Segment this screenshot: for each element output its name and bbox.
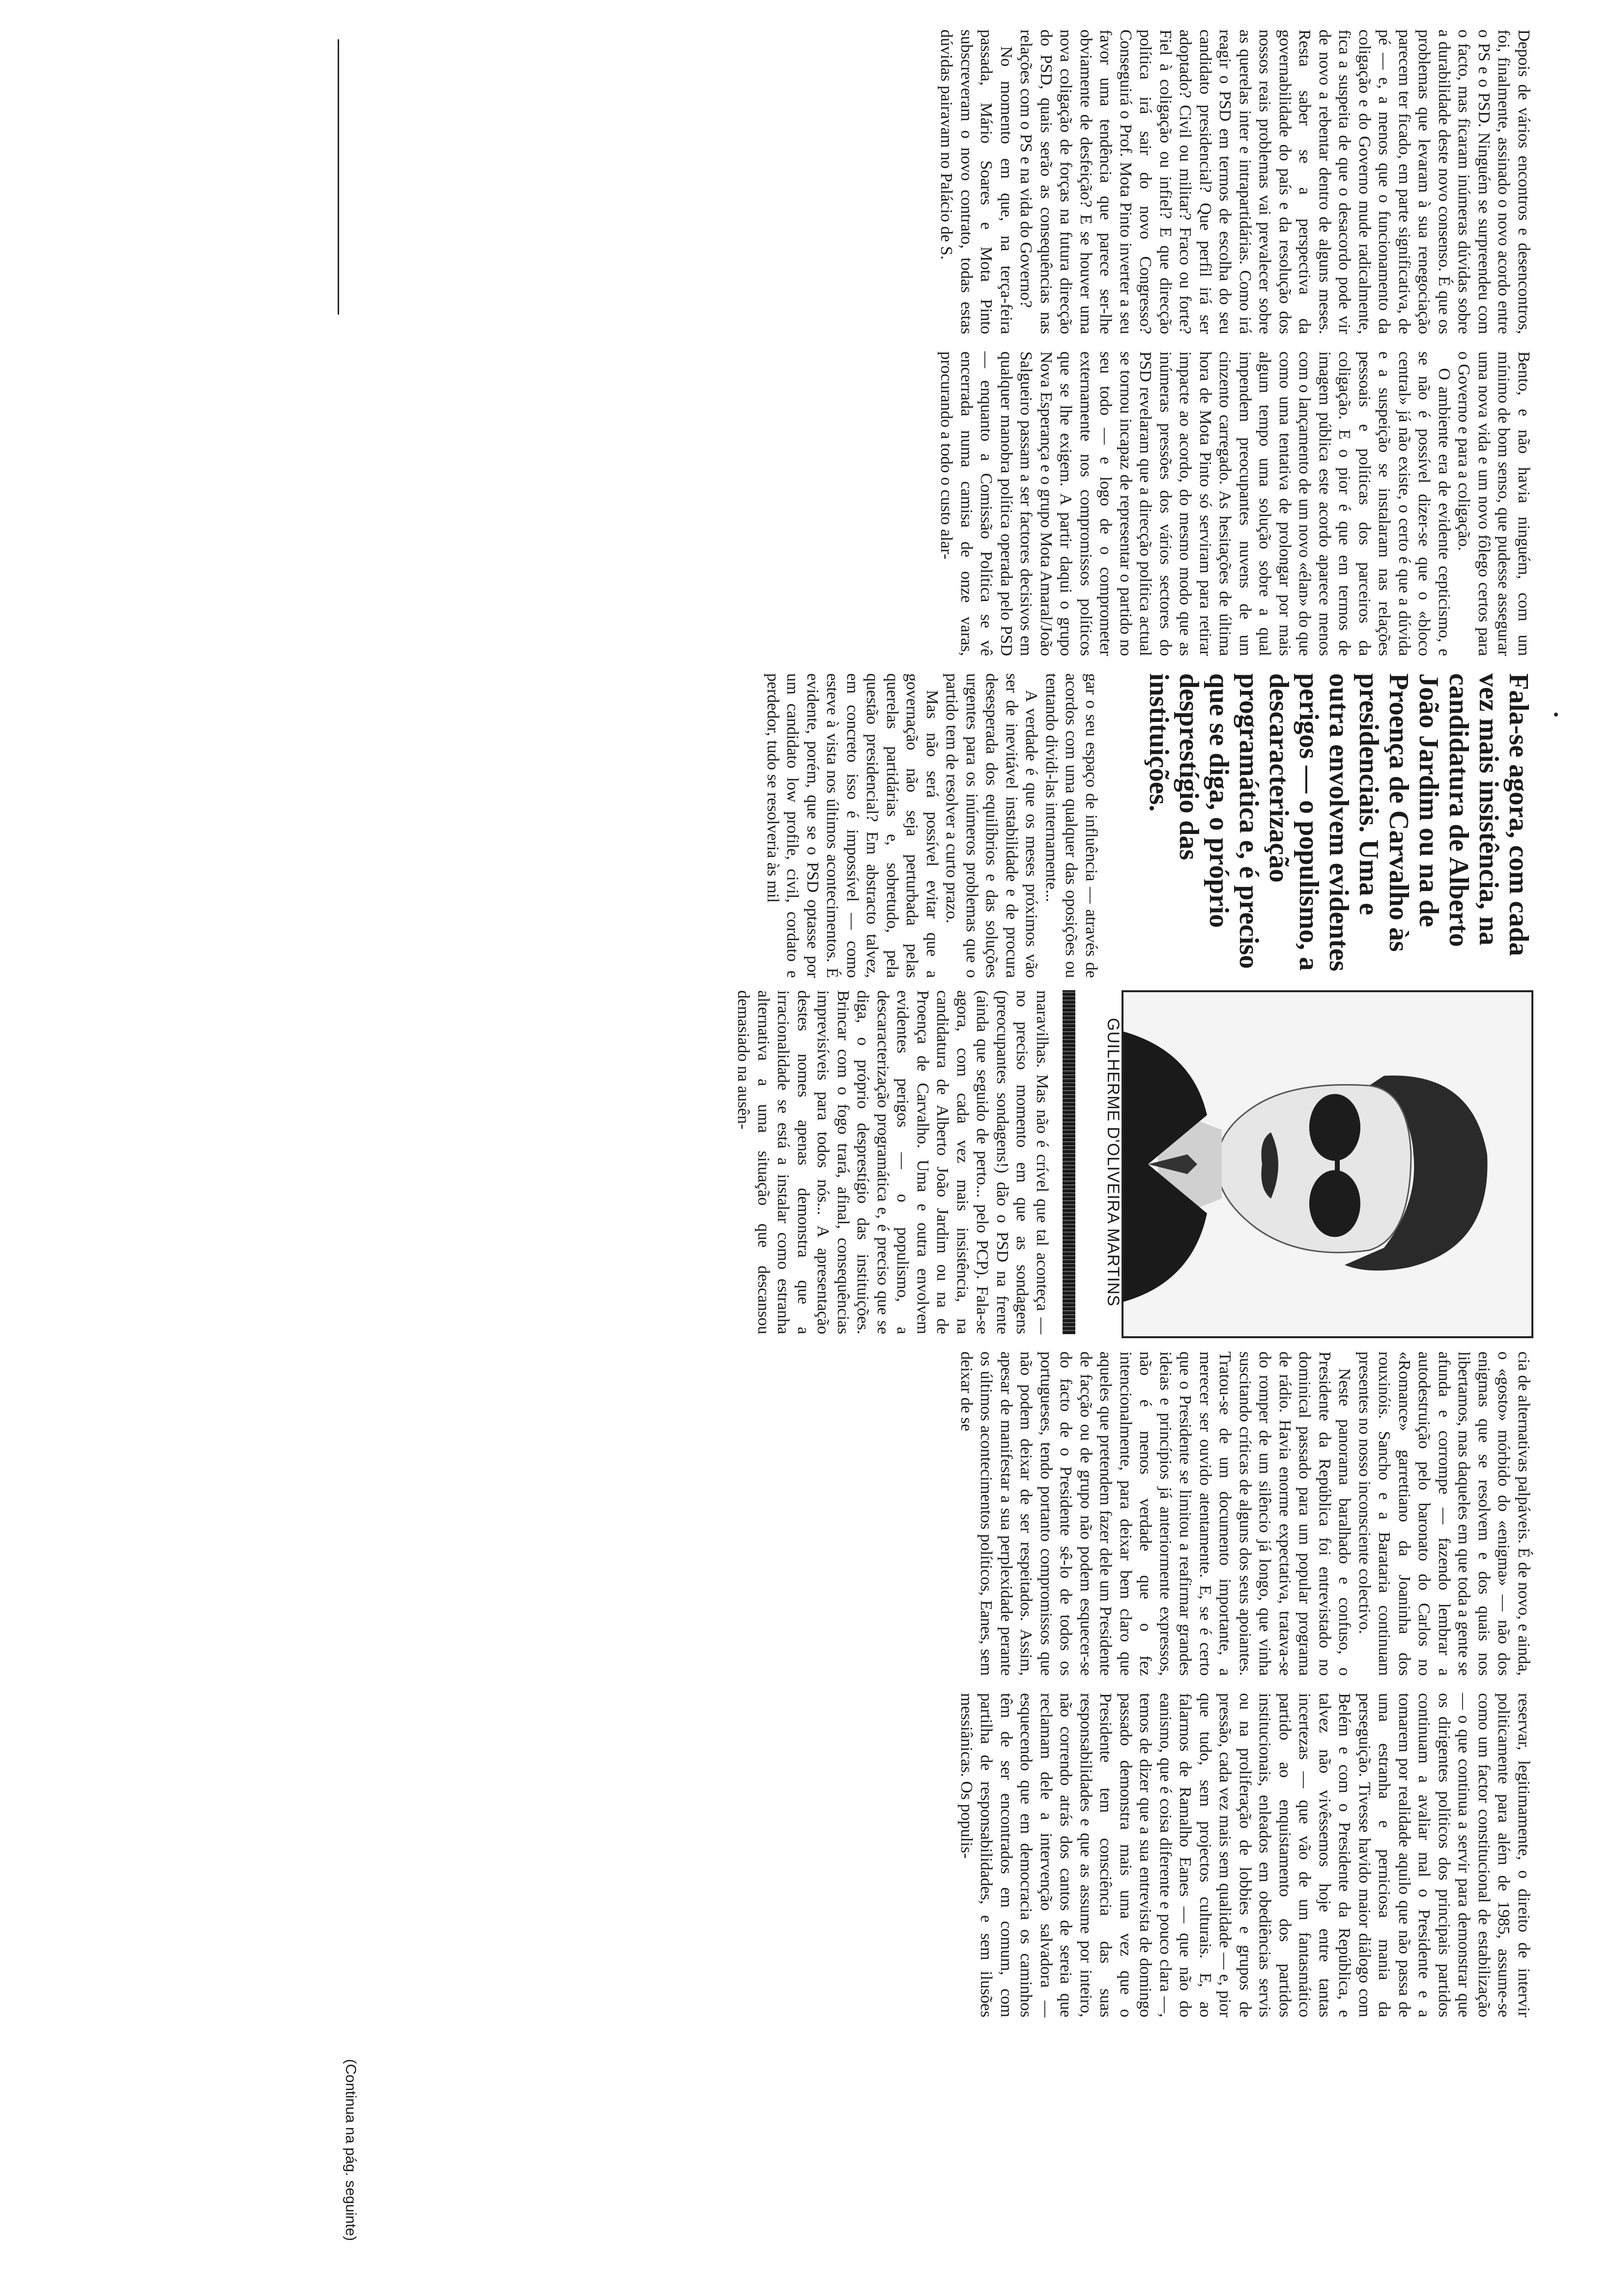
column-end-rule <box>338 39 339 315</box>
author-portrait-icon <box>1123 992 1531 1336</box>
column-1 <box>364 29 1533 334</box>
paragraph: cia de alternativas palpáveis. É de novo, e ainda, o «gosto» mórbido do «enigma» — não dos enigmas que se resolvem e dos quais nos libertamos, mas daqueles em que toda a gente se afunda e corrompe — fazendo lembrar a autodestruição pelo baronato do Carlos no «Romance» garrettiano da Joaninha dos rouxinóis. Sancho e a Barataria continuam presentes no nosso inconsciente colectivo. <box>1355 1351 1533 1676</box>
author-photo <box>1122 990 1533 1338</box>
column-3 <box>364 673 1101 978</box>
paragraph: No momento em que, na terça-feira passada, Mário Soares e Mota Pinto subscreveram o novo contrato, todas estas dúvidas pairavam no Palácio de S. <box>937 29 1015 334</box>
print-speck <box>1554 713 1558 717</box>
caption-divider <box>1063 990 1075 1334</box>
paragraph: Mas não será possível evitar que a governação não seja perturbada pelas querelas partidárias e, sobretudo, pela questão presidencial? Em abstracto talvez, em concreto isso é impossível — como esteve à vista nos últimos acontecimentos. É evidente, porém, que se o PSD optasse por um candidato low profile, civil, cordato e perdedor, tudo se resolveria às mil <box>764 673 941 978</box>
continuation-note: (Continua na pág. seguinte) <box>343 2059 359 2241</box>
column-5 <box>364 1351 1533 1676</box>
paragraph: gar o seu espaço de influência — através de acordos com uma qualquer das oposições ou tentando dividi-las internamente... <box>1042 673 1100 978</box>
paragraph: Bento, e não havia ninguém, com um mínimo de bom senso, que pudesse assegurar uma nova vida e um novo fôlego certos para o Governo e para a coligação. <box>1455 351 1533 656</box>
column-4 <box>364 990 1052 1334</box>
paragraph: reservar, legitimamente, o direito de intervir politicamente para além de 1985, assume-se como um factor constitucional de estabilização — o que continua a servir para demonstrar que os dirigentes políticos dos principais partidos continuam a avaliar mal o Presidente e a tomarem por realidade aquilo que não passa de uma estranha e perniciosa mania da perseguição. Tivesse havido maior diálogo com Belém e com o Presidente da República, e talvez não vivêssemos hoje entre tantas incertezas — que vão de um fantasmático partido ao enquistamento dos partidos institucionais, enleados em obediências servis ou na proliferação de lobbies e grupos de pressão, cada vez mais sem qualidade — e, pior que tudo, sem projectos culturais. E, ao falarmos de Ramalho Eanes — que não do eanismo, que é coisa diferente e pouco clara —, temos de dizer que a sua entrevista de domingo passado demonstra mais uma vez que o Presidente tem consciência das suas responsabilidades e que as assume por inteiro, não correndo atrás dos cantos de sereia que reclamam dele a intervenção salvadora — esquecendo que em democracia os caminhos têm de ser encontrados em comum, com partilha de responsabilidades, e sem ilusões messiânicas. Os populis- <box>957 1693 1533 2017</box>
pull-quote: Fala-se agora, com cada vez mais insistência, na candidatura de Alberto João Jardim ou na de Proença de Carvalho às presidenciais. Uma e outra envolvem evidentes perigos — o populismo, a descaracterização programática e, é preciso que se diga, o próprio desprestígio das instituições. <box>1144 673 1534 972</box>
paragraph: A verdade é que os meses próximos vão ser de inevitável instabilidade e de procura desesperada dos equilíbrios e das soluções urgentes para os inúmeros problemas que o partido tem de resolver a curto prazo. <box>943 673 1041 978</box>
paragraph: O ambiente era de evidente cepticismo, e se não é possível dizer-se que o «bloco central» já não existe, o certo é que a dúvida e a suspeição se instalaram nas relações pessoais e políticas dos parceiros da coligação. E o pior é que em termos de imagem pública este acordo aparece menos com o lançamento de um novo «élan» do que como uma tentativa de prolongar por mais algum tempo uma solução sobre a qual impendem preocupantes nuvens de um cinzento carregado. As hesitações de última hora de Mota Pinto só serviram para retirar impacte ao acordo, do mesmo modo que as inúmeras pressões dos vários sectores do PSD revelaram que a direcção política actual se tornou incapaz de representar o partido no seu todo — e logo de o comprometer externamente nos compromissos políticos que se lhe exigem. A partir daqui o grupo Nova Esperança e o grupo Mota Amaral/João Salgueiro passam a ser factores decisivos em qualquer manobra política operada pelo PSD — enquanto a Comissão Política se vê encerrada numa camisa de onze varas, procurando a todo o custo alar- <box>937 351 1453 656</box>
column-2 <box>364 351 1533 656</box>
newspaper-page <box>49 10 1563 2251</box>
paragraph: Neste panorama baralhado e confuso, o Presidente da República foi entrevistado no dominical passado para um popular programa de rádio. Havia enorme expectativa, tratava-se do romper de um silêncio já longo, que vinha suscitando críticas de alguns dos seus apoiantes. Tratou-se de um documento importante, a merecer ser ouvido atentamente. E, se é certo que o Presidente se limitou a reafirmar grandes ideias e princípios já anteriormente expressos, não é menos verdade que o fez intencionalmente, para deixar bem claro que aqueles que pretendem fazer dele um Presidente de facção ou de grupo não podem esquecer-se do facto de o Presidente sê-lo de todos os portugueses, tendo portanto compromissos que não podem deixar de ser respeitados. Assim, apesar de manifestar a sua perplexidade perante os últimos acontecimentos políticos, Eanes, sem deixar de se <box>957 1351 1354 1676</box>
column-6 <box>364 1693 1533 2017</box>
paragraph: Depois de vários encontros e desencontros, foi, finalmente, assinado o novo acordo entre o PS e o PSD. Ninguém se surpreendeu com o facto, mas ficaram inúmeras dúvidas sobre a durabilidade deste novo consenso. É que os problemas que levaram à sua renegociação parecem ter ficado, em parte significativa, de pé — e, a menos que o funcionamento da coligação e do Governo mude radicalmente, fica a suspeita de que o desacordo pode vir de novo a rebentar dentro de alguns meses. Resta saber se a perspectiva da governabilidade do país e da resolução dos nossos reais problemas vai prevalecer sobre as querelas inter e intrapartidárias. Como irá reagir o PSD em termos de escolha do seu candidato presidencial? Que perfil irá ser adoptado? Civil ou militar? Fraco ou forte? Fiel à coligação ou infiel? E que direcção política irá sair do novo Congresso? Conseguirá o Prof. Mota Pinto inverter a seu favor uma tendência que parece ser-lhe obviamente de desfeição? E se houver uma nova coligação de forças na futura direcção do PSD, quais serão as consequências nas relações com o PS e na vida do Governo? <box>1017 29 1533 334</box>
paragraph: maravilhas. Mas não é crível que tal aconteça — no preciso momento em que as sondagens (preocupantes sondagens!) dão o PSD na frente (ainda que seguido de perto... pelo PCP). Fala-se agora, com cada vez mais insistência, na candidatura de Alberto João Jardim ou na de Proença de Carvalho. Uma e outra envolvem evidentes perigos — o populismo, a descaracterização programática e, é preciso que se diga, o próprio desprestígio das instituições. Brincar com o fogo trará, afinal, consequências imprevisíveis para todos nós... A apresentação destes nomes apenas demonstra que a irracionalidade se está a instalar como estranha alternativa a uma situação que descansou demasiado na ausên- <box>734 990 1051 1334</box>
photo-caption: GUILHERME D'OLIVEIRA MARTINS <box>1104 1018 1123 1307</box>
